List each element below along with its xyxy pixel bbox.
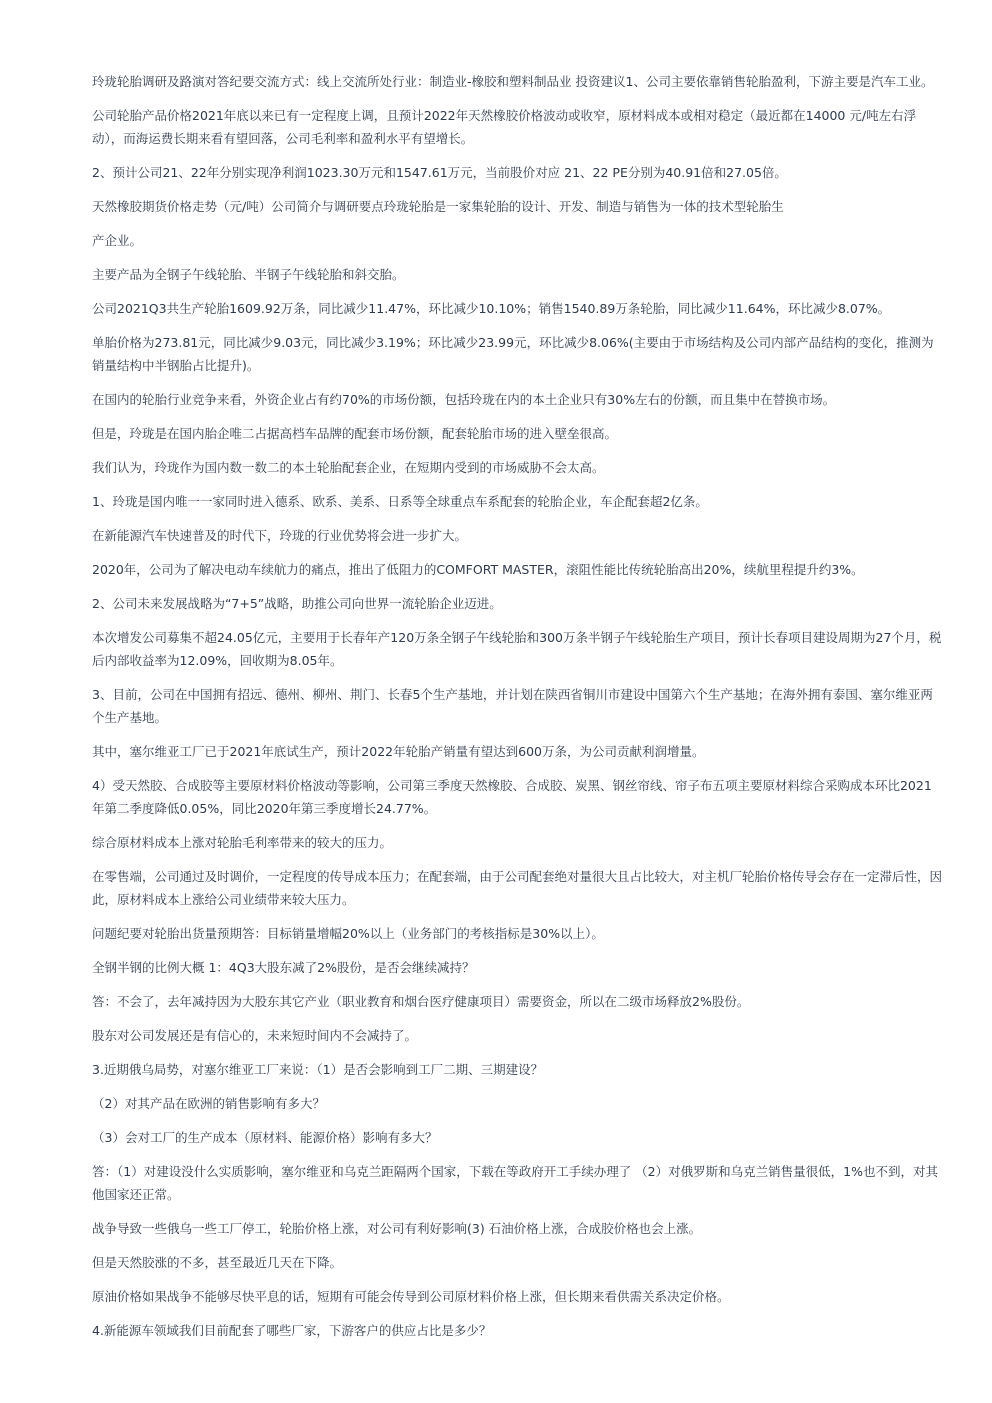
paragraph: 综合原材料成本上涨对轮胎毛利率带来的较大的压力。 (92, 835, 393, 850)
paragraph: 3、目前，公司在中国拥有招远、德州、柳州、荆门、长春5个生产基地，并计划在陕西省铜川市建设中国第六个生产基地；在海外拥有泰国、塞尔维亚两个生产基地。 (92, 687, 933, 725)
paragraph: 3.近期俄乌局势，对塞尔维亚工厂来说：（1）是否会影响到工厂二期、三期建设？ (92, 1062, 544, 1077)
paragraph: 2、公司未来发展战略为“7+5”战略，助推公司向世界一流轮胎企业迈进。 (92, 596, 502, 611)
paragraph: 原油价格如果战争不能够尽快平息的话，短期有可能会传导到公司原材料价格上涨，但长期来看供需关系决定价格。 (92, 1289, 730, 1304)
paragraph: 玲珑轮胎调研及路演对答纪要交流方式：线上交流所处行业：制造业-橡胶和塑料制品业 投资建议1、公司主要依靠销售轮胎盈利，下游主要是汽车工业。 (92, 74, 934, 89)
paragraph: 2、预计公司21、22年分别实现净利润1023.30万元和1547.61万元，当前股价对应 21、22 PE分别为40.91倍和27.05倍。 (92, 165, 787, 180)
paragraph: 但是天然胶涨的不多，甚至最近几天在下降。 (92, 1255, 343, 1270)
paragraph: 公司2021Q3共生产轮胎1609.92万条，同比减少11.47%，环比减少10.10%；销售1540.89万条轮胎，同比减少11.64%，环比减少8.07%。 (92, 301, 891, 316)
paragraph: 在国内的轮胎行业竞争来看，外资企业占有约70%的市场份额，包括玲珑在内的本土企业只有30%左右的份额，而且集中在替换市场。 (92, 392, 836, 407)
paragraph: 问题纪要对轮胎出货量预期答：目标销量增幅20%以上（业务部门的考核指标是30%以上）。 (92, 926, 604, 941)
paragraph: 答：（1）对建设没什么实质影响，塞尔维亚和乌克兰距隔两个国家，下载在等政府开工手续办理了 （2）对俄罗斯和乌克兰销售量很低，1%也不到，对其他国家还正常。 (92, 1164, 938, 1202)
paragraph: 在零售端，公司通过及时调价，一定程度的传导成本压力；在配套端，由于公司配套绝对量很大且占比较大，对主机厂轮胎价格传导会存在一定滞后性，因此，原材料成本上涨给公司业绩带来较大压力。 (92, 869, 943, 907)
paragraph: （2）对其产品在欧洲的销售影响有多大？ (92, 1096, 325, 1111)
paragraph: 产企业。 (92, 233, 143, 248)
paragraph: 我们认为，玲珑作为国内数一数二的本土轮胎配套企业，在短期内受到的市场威胁不会太高。 (92, 460, 605, 475)
paragraph: 单胎价格为273.81元，同比减少9.03元，同比减少3.19%；环比减少23.99元，环比减少8.06%(主要由于市场结构及公司内部产品结构的变化，推测为销量结构中半钢胎占比提升)。 (92, 335, 934, 373)
paragraph: 1、玲珑是国内唯一一家同时进入德系、欧系、美系、日系等全球重点车系配套的轮胎企业，车企配套超2亿条。 (92, 494, 708, 509)
paragraph: 在新能源汽车快速普及的时代下，玲珑的行业优势将会进一步扩大。 (92, 528, 468, 543)
paragraph: 公司轮胎产品价格2021年底以来已有一定程度上调，且预计2022年天然橡胶价格波动或收窄，原材料成本或相对稳定（最近都在14000 元/吨左右浮动），而海运费长期来看有望回落，公司毛利率和盈利水平有望增长。 (92, 108, 917, 146)
paragraph: 天然橡胶期货价格走势（元/吨）公司简介与调研要点玲珑轮胎是一家集轮胎的设计、开发、制造与销售为一体的技术型轮胎生 (92, 199, 784, 214)
paragraph: 但是，玲珑是在国内胎企唯二占据高档车品牌的配套市场份额，配套轮胎市场的进入壁垒很高。 (92, 426, 618, 441)
paragraph: 2020年，公司为了解决电动车续航力的痛点，推出了低阻力的COMFORT MASTER，滚阻性能比传统轮胎高出20%，续航里程提升约3%。 (92, 562, 864, 577)
paragraph: 4.新能源车领域我们目前配套了哪些厂家，下游客户的供应占比是多少？ (92, 1323, 492, 1338)
paragraph: 本次增发公司募集不超24.05亿元，主要用于长春年产120万条全钢子午线轮胎和300万条半钢子午线轮胎生产项目，预计长春项目建设周期为27个月，税后内部收益率为12.09%，回收期为8.05年。 (92, 630, 942, 668)
paragraph: 其中，塞尔维亚工厂已于2021年底试生产，预计2022年轮胎产销量有望达到600万条，为公司贡献利润增量。 (92, 744, 705, 759)
paragraph: 4）受天然胶、合成胶等主要原材料价格波动等影响，公司第三季度天然橡胶、合成胶、炭黑、钢丝帘线、帘子布五项主要原材料综合采购成本环比2021年第二季度降低0.05%，同比2020年第三季度增长24.77%。 (92, 778, 932, 816)
paragraph: 战争导致一些俄乌一些工厂停工，轮胎价格上涨，对公司有利好影响(3) 石油价格上涨，合成胶价格也会上涨。 (92, 1221, 702, 1236)
paragraph: 全钢半钢的比例大概 1：4Q3大股东减了2%股份，是否会继续减持？ (92, 960, 475, 975)
paragraph: 股东对公司发展还是有信心的，未来短时间内不会减持了。 (92, 1028, 418, 1043)
paragraph: 答：不会了，去年减持因为大股东其它产业（职业教育和烟台医疗健康项目）需要资金，所以在二级市场释放2%股份。 (92, 994, 750, 1009)
paragraph: （3）会对工厂的生产成本（原材料、能源价格）影响有多大？ (92, 1130, 438, 1145)
paragraph: 主要产品为全钢子午线轮胎、半钢子午线轮胎和斜交胎。 (92, 267, 405, 282)
